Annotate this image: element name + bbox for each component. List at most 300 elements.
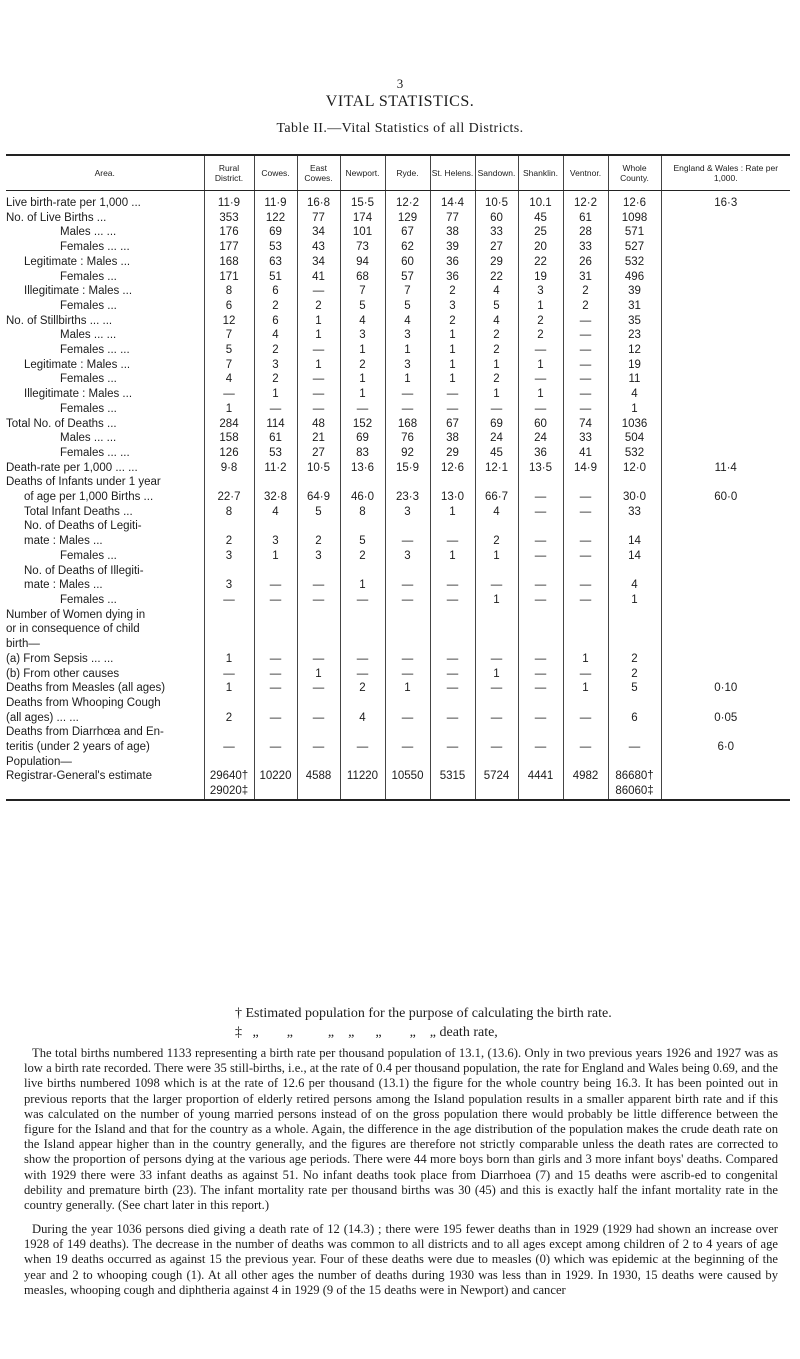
footnote-dagger: † Estimated population for the purpose of calculating the birth rate. <box>235 1006 612 1021</box>
table-caption: Table II.—Vital Statistics of all Districts. <box>276 121 524 136</box>
table-cell: — <box>563 534 608 549</box>
table-cell: — <box>254 711 297 726</box>
table-cell: 45 <box>518 211 563 226</box>
table-cell <box>518 519 563 534</box>
table-cell <box>430 725 475 740</box>
table-cell <box>475 725 518 740</box>
table-cell <box>340 696 385 711</box>
table-cell: 27 <box>297 446 340 461</box>
table-row <box>6 372 790 387</box>
table-row <box>6 564 790 579</box>
table-cell <box>385 696 430 711</box>
table-cell: — <box>385 593 430 608</box>
table-cell: — <box>254 652 297 667</box>
table-cell: 2 <box>563 284 608 299</box>
table-cell <box>340 475 385 490</box>
table-cell: 6 <box>254 314 297 329</box>
table-cell <box>254 475 297 490</box>
table-row <box>6 314 790 329</box>
table-cell: 1 <box>254 387 297 402</box>
table-cell: — <box>518 490 563 505</box>
table-cell: — <box>430 387 475 402</box>
table-cell <box>204 696 254 711</box>
table-cell <box>563 475 608 490</box>
table-cell: 2 <box>297 534 340 549</box>
table-cell: 10.1 <box>518 191 563 211</box>
table-row <box>6 446 790 461</box>
table-row <box>6 593 790 608</box>
row-label: mate : Males ... <box>24 535 103 548</box>
table-cell: — <box>430 534 475 549</box>
table-cell <box>608 755 661 770</box>
table-cell: 33 <box>563 240 608 255</box>
table-cell <box>661 446 790 461</box>
table-cell: 5 <box>340 534 385 549</box>
table-cell: 23 <box>608 328 661 343</box>
table-cell: 571 <box>608 225 661 240</box>
table-cell: 2 <box>430 314 475 329</box>
row-label: Total Infant Deaths ... <box>24 505 133 518</box>
table-cell: 4 <box>204 372 254 387</box>
table-cell: 41 <box>297 270 340 285</box>
table-cell: 4 <box>475 284 518 299</box>
table-cell: — <box>563 343 608 358</box>
row-label: Females ... <box>60 402 117 415</box>
table-cell: 5724 <box>475 769 518 784</box>
table-cell: 13·6 <box>340 461 385 476</box>
table-cell: 2 <box>608 667 661 682</box>
table-cell <box>340 637 385 652</box>
table-cell <box>661 578 790 593</box>
table-cell <box>563 725 608 740</box>
table-cell <box>297 519 340 534</box>
table-row <box>6 225 790 240</box>
row-label: Males ... ... <box>60 432 117 445</box>
table-cell: 39 <box>430 240 475 255</box>
table-cell: 5 <box>204 343 254 358</box>
table-cell: 34 <box>297 255 340 270</box>
table-cell: 51 <box>254 270 297 285</box>
table-cell: 2 <box>475 328 518 343</box>
table-cell: — <box>563 402 608 417</box>
table-cell: 15·5 <box>340 191 385 211</box>
row-label: Number of Women dying in <box>6 608 146 621</box>
table-cell <box>661 417 790 432</box>
table-cell: 69 <box>254 225 297 240</box>
column-header: England & Wales : Rate per 1,000. <box>661 155 790 191</box>
table-cell: 2 <box>608 652 661 667</box>
table-cell: 2 <box>563 299 608 314</box>
table-cell: 4 <box>254 328 297 343</box>
table-cell: 2 <box>518 328 563 343</box>
table-cell: 31 <box>563 270 608 285</box>
table-cell: 68 <box>340 270 385 285</box>
table-cell: 26 <box>563 255 608 270</box>
table-cell: 64·9 <box>297 490 340 505</box>
table-cell: 10220 <box>254 769 297 784</box>
table-cell <box>661 769 790 784</box>
table-cell: 1 <box>340 578 385 593</box>
table-cell: — <box>563 372 608 387</box>
table-cell <box>340 725 385 740</box>
table-cell <box>475 637 518 652</box>
table-cell: 69 <box>475 417 518 432</box>
table-header <box>6 155 790 191</box>
table-cell: 2 <box>340 358 385 373</box>
table-cell <box>608 725 661 740</box>
table-cell: — <box>518 343 563 358</box>
table-cell <box>475 622 518 637</box>
table-cell: 1 <box>297 328 340 343</box>
table-cell: 3 <box>254 358 297 373</box>
table-cell <box>254 622 297 637</box>
row-label: Total No. of Deaths ... <box>6 417 117 430</box>
table-cell <box>297 637 340 652</box>
table-cell: 0·05 <box>661 711 790 726</box>
table-cell: — <box>430 578 475 593</box>
table-row <box>6 417 790 432</box>
table-row <box>6 387 790 402</box>
column-header: Cowes. <box>254 155 297 191</box>
table-row <box>6 681 790 696</box>
row-label: No. of Stillbirths ... ... <box>6 314 113 327</box>
table-cell <box>518 696 563 711</box>
table-cell <box>385 475 430 490</box>
table-cell <box>661 637 790 652</box>
table-cell <box>518 608 563 623</box>
table-row <box>6 270 790 285</box>
table-cell: — <box>297 343 340 358</box>
table-cell <box>608 564 661 579</box>
table-row <box>6 667 790 682</box>
table-cell <box>340 519 385 534</box>
table-row <box>6 402 790 417</box>
table-cell: 4 <box>608 387 661 402</box>
table-cell: 24 <box>475 431 518 446</box>
table-cell <box>661 696 790 711</box>
row-label <box>6 784 204 800</box>
table-cell: 5 <box>385 299 430 314</box>
table-cell <box>204 519 254 534</box>
table-cell: 1 <box>297 314 340 329</box>
table-cell: 8 <box>204 505 254 520</box>
table-cell: 532 <box>608 446 661 461</box>
table-cell: — <box>385 402 430 417</box>
row-label: birth— <box>6 638 40 651</box>
table-cell: 4 <box>475 314 518 329</box>
column-header: Sandown. <box>475 155 518 191</box>
table-cell: — <box>340 652 385 667</box>
table-cell <box>340 622 385 637</box>
table-cell: 174 <box>340 211 385 226</box>
table-cell: 12·2 <box>563 191 608 211</box>
table-cell <box>661 534 790 549</box>
table-cell: 36 <box>430 255 475 270</box>
table-cell: 2 <box>254 299 297 314</box>
table-cell: — <box>518 652 563 667</box>
column-header: Ryde. <box>385 155 430 191</box>
table-row <box>6 490 790 505</box>
table-cell: 1 <box>204 652 254 667</box>
table-cell <box>297 608 340 623</box>
table-cell: 10·5 <box>475 191 518 211</box>
table-cell: 1 <box>563 652 608 667</box>
table-cell: 77 <box>297 211 340 226</box>
table-cell: 1 <box>518 299 563 314</box>
table-cell: 6 <box>608 711 661 726</box>
table-cell <box>563 696 608 711</box>
table-cell: — <box>563 387 608 402</box>
table-cell: — <box>385 711 430 726</box>
table-cell: 60 <box>475 211 518 226</box>
table-cell <box>254 519 297 534</box>
table-cell <box>340 564 385 579</box>
table-cell: 29020‡ <box>204 784 254 800</box>
table-cell: 38 <box>430 431 475 446</box>
table-cell: 3 <box>385 358 430 373</box>
table-cell: — <box>385 534 430 549</box>
table-cell: 1 <box>475 593 518 608</box>
table-cell: 33 <box>608 505 661 520</box>
table-cell: 4 <box>254 505 297 520</box>
table-cell <box>204 755 254 770</box>
table-cell: 284 <box>204 417 254 432</box>
table-cell: 20 <box>518 240 563 255</box>
table-cell: 13·0 <box>430 490 475 505</box>
table-cell: 36 <box>430 270 475 285</box>
table-cell: 122 <box>254 211 297 226</box>
table-cell: 176 <box>204 225 254 240</box>
table-cell: 11·9 <box>204 191 254 211</box>
table-cell <box>661 784 790 800</box>
table-row <box>6 608 790 623</box>
table-cell <box>661 402 790 417</box>
row-label: Females ... ... <box>60 241 130 254</box>
table-cell <box>254 755 297 770</box>
table-cell: 126 <box>204 446 254 461</box>
paragraph-births: The total births numbered 1133 representing a birth rate per thousand population of 13.1, (13.6). Only in two previous years 1926 and 1927 was as low a birth rate recorded. There were 35 still-births, i.e., at the rate of 0.4 per thousand population, the rate for England and Wales being 0.69, and the live births numbered 1098 which is at the rate of 12.6 per thousand (13.1) the figure for the whole country being 16.3. It has been pointed out in previous reports that the larger proportion of elderly retired persons among the Island population results in a smaller apparent birth rate and if this was calculated on the number of young married persons instead of on the gross population there would probably be little difference between the figure for the Island and that for the country as a whole. Again, the difference in the age distribution of the population makes the crude death rate on the Island appear higher than in the country generally, and the figures are therefore not strictly comparable unless the death rates are corrected to show the proportion of persons dying at the various age periods. There were 44 more boys born than girls and 3 more infant boys' deaths. Compared with 1929 there were 33 infant deaths as against 51. No infant deaths took place from Diarrhoea (7) and 15 deaths were ascrib-ed to congenital debility and premature birth (23). The infant mortality rate per thousand births was 30 (45) and this is exactly half the infant mortality rate in the country generally. (See chart later in this report.) <box>24 1046 778 1213</box>
table-cell: 29640† <box>204 769 254 784</box>
table-row <box>6 519 790 534</box>
table-cell: 94 <box>340 255 385 270</box>
table-cell: 5 <box>475 299 518 314</box>
table-row <box>6 769 790 784</box>
table-cell: 12 <box>204 314 254 329</box>
table-cell: 3 <box>204 549 254 564</box>
row-label: No. of Live Births ... <box>6 211 107 224</box>
table-cell: 7 <box>385 284 430 299</box>
table-cell: 1 <box>385 681 430 696</box>
table-cell: — <box>254 593 297 608</box>
table-cell: 7 <box>204 358 254 373</box>
table-cell <box>563 564 608 579</box>
row-label: Females ... <box>60 593 117 606</box>
table-cell <box>385 784 430 800</box>
table-cell: 4 <box>475 505 518 520</box>
row-label: (b) From other causes <box>6 667 120 680</box>
table-cell: 1 <box>518 358 563 373</box>
table-cell: 31 <box>608 299 661 314</box>
table-cell: 1 <box>430 372 475 387</box>
table-cell <box>385 637 430 652</box>
table-cell <box>475 696 518 711</box>
table-cell: 92 <box>385 446 430 461</box>
row-label: Females ... <box>60 299 117 312</box>
table-cell: 1 <box>475 387 518 402</box>
table-cell: 7 <box>204 328 254 343</box>
table-cell <box>661 725 790 740</box>
table-cell: 1 <box>430 328 475 343</box>
table-row <box>6 711 790 726</box>
table-cell <box>475 519 518 534</box>
table-cell: 168 <box>385 417 430 432</box>
table-cell <box>608 475 661 490</box>
table-row <box>6 191 790 211</box>
table-cell <box>661 608 790 623</box>
table-cell <box>661 314 790 329</box>
row-label: Legitimate : Males ... <box>24 255 131 268</box>
table-cell: 38 <box>430 225 475 240</box>
row-label: Females ... ... <box>60 446 130 459</box>
table-cell: 76 <box>385 431 430 446</box>
table-cell: — <box>563 711 608 726</box>
table-cell: 171 <box>204 270 254 285</box>
table-cell <box>430 608 475 623</box>
table-cell: 1 <box>204 402 254 417</box>
table-cell: 6 <box>204 299 254 314</box>
table-cell: — <box>563 667 608 682</box>
table-cell <box>385 755 430 770</box>
table-cell: 83 <box>340 446 385 461</box>
table-cell: 1 <box>340 387 385 402</box>
column-header: East Cowes. <box>297 155 340 191</box>
table-cell: 25 <box>518 225 563 240</box>
table-row <box>6 725 790 740</box>
table-cell: 4 <box>608 578 661 593</box>
table-cell: 8 <box>204 284 254 299</box>
table-cell: — <box>475 711 518 726</box>
table-cell: — <box>430 402 475 417</box>
table-cell <box>518 725 563 740</box>
table-cell: 1 <box>430 343 475 358</box>
table-cell: 35 <box>608 314 661 329</box>
table-cell <box>608 622 661 637</box>
table-cell: 8 <box>340 505 385 520</box>
table-cell: 86680† <box>608 769 661 784</box>
row-label: Registrar-General's estimate <box>6 770 152 783</box>
table-cell: 4 <box>385 314 430 329</box>
table-cell: 41 <box>563 446 608 461</box>
table-cell: 1098 <box>608 211 661 226</box>
table-cell: 67 <box>430 417 475 432</box>
page-title: VITAL STATISTICS. <box>325 93 475 110</box>
table-cell: 29 <box>475 255 518 270</box>
table-cell <box>608 637 661 652</box>
table-cell: — <box>518 402 563 417</box>
table-cell: 1 <box>430 549 475 564</box>
table-cell: 12·6 <box>430 461 475 476</box>
table-row <box>6 652 790 667</box>
table-cell <box>385 725 430 740</box>
table-cell: 12·1 <box>475 461 518 476</box>
table-cell <box>608 519 661 534</box>
table-cell: 1 <box>475 358 518 373</box>
row-label: or in consequence of child <box>6 623 140 636</box>
table-cell: — <box>518 505 563 520</box>
table-cell: — <box>475 652 518 667</box>
table-cell: 61 <box>254 431 297 446</box>
table-cell <box>475 608 518 623</box>
table-cell: — <box>563 314 608 329</box>
table-cell: — <box>254 667 297 682</box>
table-cell <box>563 519 608 534</box>
table-cell <box>204 622 254 637</box>
table-cell: 22 <box>475 270 518 285</box>
table-cell <box>430 784 475 800</box>
table-cell: 11·4 <box>661 461 790 476</box>
table-cell: — <box>475 681 518 696</box>
table-cell: 2 <box>475 343 518 358</box>
table-cell: — <box>475 402 518 417</box>
table-cell: 23·3 <box>385 490 430 505</box>
table-cell <box>430 622 475 637</box>
table-cell: 12·0 <box>608 461 661 476</box>
table-cell: 14 <box>608 534 661 549</box>
table-cell: 33 <box>475 225 518 240</box>
table-cell: 11 <box>608 372 661 387</box>
table-cell: — <box>518 534 563 549</box>
table-cell: — <box>608 740 661 755</box>
table-cell: — <box>385 578 430 593</box>
table-cell: 10·5 <box>297 461 340 476</box>
table-cell: — <box>204 740 254 755</box>
table-cell: 3 <box>297 549 340 564</box>
table-cell: 7 <box>340 284 385 299</box>
row-label: Deaths from Whooping Cough <box>6 696 161 709</box>
table-cell: 4441 <box>518 769 563 784</box>
column-header: Area. <box>6 155 204 191</box>
table-cell: 12·2 <box>385 191 430 211</box>
table-cell <box>475 475 518 490</box>
footnote-double-dagger: ‡ „ „ „ „ „ „ „ death rate, <box>235 1025 498 1040</box>
table-cell: 4 <box>340 314 385 329</box>
table-cell <box>340 608 385 623</box>
table-cell: 532 <box>608 255 661 270</box>
table-cell: 57 <box>385 270 430 285</box>
table-cell <box>297 755 340 770</box>
header-row <box>6 155 790 191</box>
table-cell: 62 <box>385 240 430 255</box>
table-cell: 66·7 <box>475 490 518 505</box>
table-row <box>6 696 790 711</box>
table-cell <box>661 387 790 402</box>
table-cell <box>204 725 254 740</box>
table-cell: — <box>297 284 340 299</box>
table-cell: 2 <box>204 711 254 726</box>
table-cell: 1 <box>563 681 608 696</box>
row-label: Females ... ... <box>60 344 130 357</box>
table-cell <box>254 608 297 623</box>
table-cell <box>563 622 608 637</box>
table-cell: — <box>297 387 340 402</box>
table-cell <box>340 784 385 800</box>
table-cell: 48 <box>297 417 340 432</box>
table-cell: 60·0 <box>661 490 790 505</box>
table-cell <box>661 211 790 226</box>
table-cell: — <box>297 711 340 726</box>
table-cell <box>661 299 790 314</box>
vital-statistics-table <box>6 154 790 801</box>
